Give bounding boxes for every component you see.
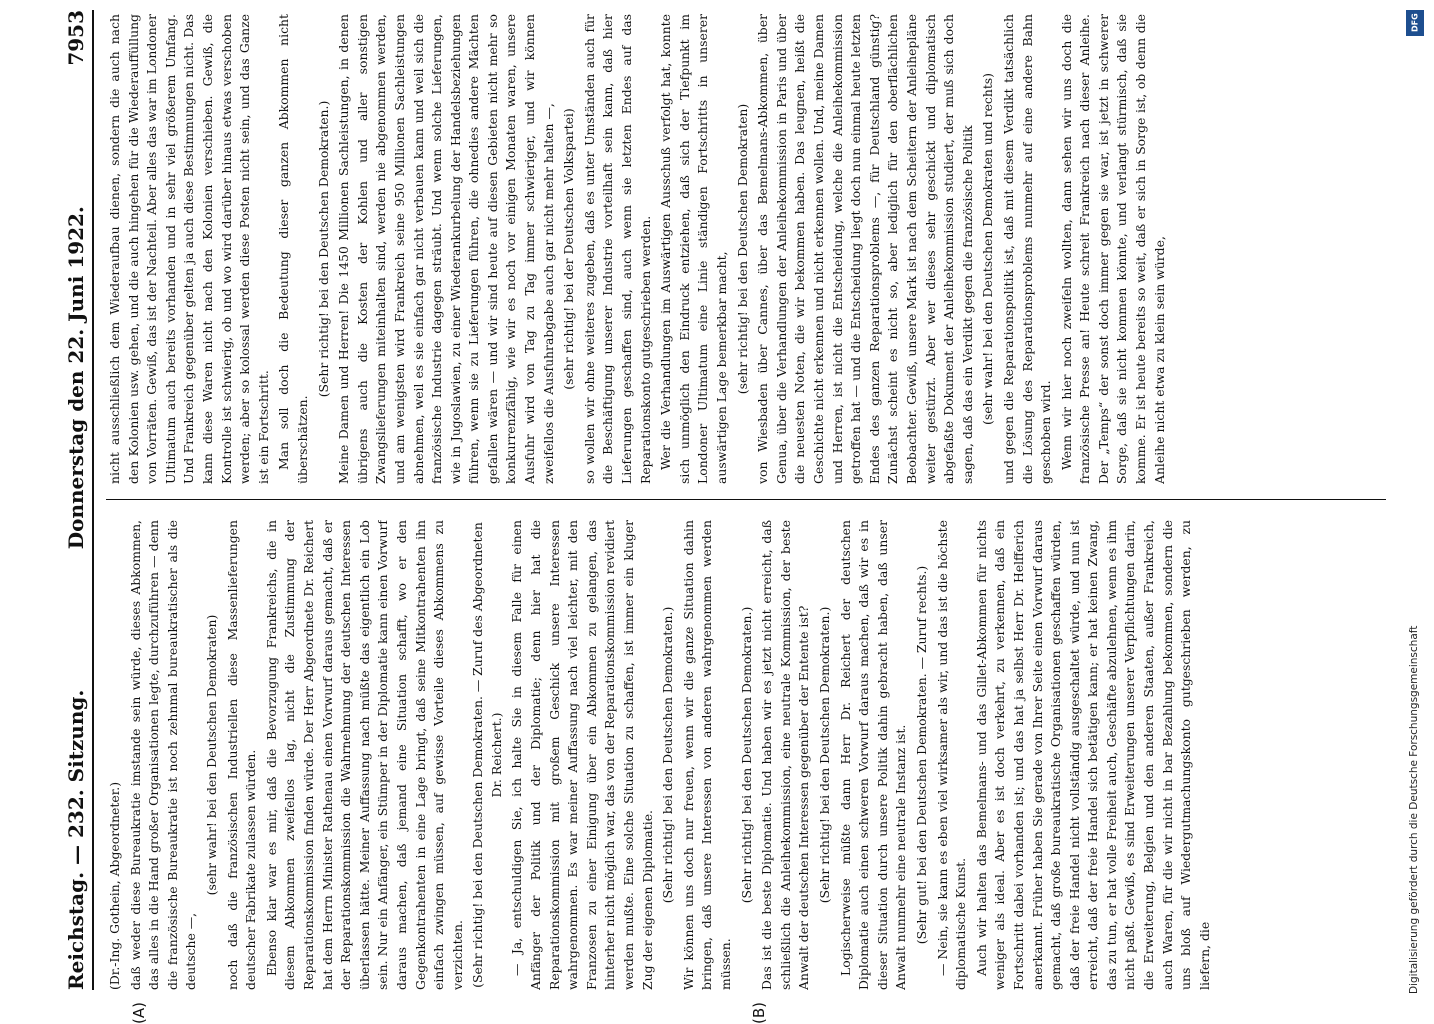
paragraph: (sehr richtig! bei der Deutschen Volkspartei) <box>561 108 577 390</box>
paragraph: Auch wir halten das Bemelmans- und das Gillet-Abkommen für nichts weniger als ideal. Aber es ist doch verkehrt, zu verkennen, daß ein Fortschritt dabei vorhanden ist; und das hat ja selbst Herr Dr. Helfferich anerkannt. Früher haben Sie gerade von Ihrer Seite einen Vorwurf daraus gemacht, daß große bureaukratische Organisationen geschaffen würden, daß der freie Handel nicht vollständig ausgeschaltet würde, und nun ist erreicht, daß der freie Handel sich betätigen kann; er hat keinen Zwang, das zu tun, er hat volle Freiheit auch, Geschäfte abzulehnen, wenn es ihm nicht paßt. Gewiß, es sind Erweiterungen unserer Verpflichtungen darin, die Erweiterung, Belgien und den anderen Staaten, außer Frankreich, auch Waren, für die wir nicht in bar Bezahlung bekommen, sondern die uns bloß auf Wiedergutmachungskonto gutgeschrieben werden, zu liefern, die <box>973 520 1212 990</box>
paragraph: noch daß die französischen Industriellen diese Massenlieferungen deutscher Fabrikate zulassen würden. <box>224 520 259 990</box>
paragraph: (Dr.-Ing. Gothein, Abgeordneter.) <box>107 781 122 990</box>
rotated-page-frame <box>60 10 1400 1024</box>
right-column <box>106 14 1386 484</box>
paragraph: Wer die Verhandlungen im Auswärtigen Ausschuß verfolgt hat, konnte sich unmöglich den Eindruck entziehen, daß sich der Tiefpunkt im Londoner Ultimatum eine Linie ständigen Fortschritts in unserer auswärtigen Lage bemerkbar macht, <box>658 14 729 484</box>
digitization-credit <box>1404 0 1430 1000</box>
paragraph: von Wiesbaden über Cannes, über das Bemelmans-Abkommen, über Genua, über die Verhandlungen der Anleihekommission in Paris und über die neuesten Noten, die wir bekommen haben. Das leugnen, heißt die Geschichte nicht erkennen und nicht erkennen wollen. Und, meine Damen und Herren, ist nicht die Entscheidung, welche die Anleihekommission getroffen hat — und die Entscheidung liegt doch nun einmal heute letzten Endes des ganzen Reparationsproblems —, für Deutschland günstig? Zunächst scheint es nicht so, aber lediglich für den oberflächlichen Beobachter. Gewiß, unsere Mark ist nach dem Scheitern der Anleihepläne weiter gestürzt. Aber wer dieses sehr geschickt und diplomatisch abgefaßte Dokument der Anleihekommission studiert, der muß sich doch sagen, daß das ein Verdikt gegen die französische Politik <box>755 14 975 484</box>
paragraph: nicht ausschließlich dem Wiederaufbau dienen, sondern die auch nach den Kolonien usw. gehen, und die auch hingehen für die Wiederauffüllung von Vorräten. Gewiß, das ist der Nachteil. Aber alles das war im Londoner Ultimatum auch bereits vorhanden und in sehr viel größerem Umfang. Und Frankreich gegenüber gelten ja auch diese Bestimmungen nicht. Das kann diese Waren nicht nach den Kolonien verschieben. Gewiß, die Kontrolle ist schwierig, ob und wo wird darüber hinaus etwas verschoben werden; aber so kolossal werden diese Posten nicht sein, und das Ganze ist ein Fortschritt. <box>107 14 271 484</box>
margin-marker-b: (B) <box>750 1002 768 1024</box>
page-number: 7953 <box>64 10 88 66</box>
paragraph: — Nein, sie kann es eben viel wirksamer als wir, und das ist die höchste diplomatische Kunst. <box>934 520 969 990</box>
paragraph: Ebenso klar war es mir, daß die Bevorzugung Frankreichs, die in diesem Abkommen zweifellos lag, nicht die Zustimmung der Reparationskommission finden würde. Der Herr Abgeordnete Dr. Reichert hat dem Herrn Minister Rathenau einen Vorwurf daraus gemacht, daß er der Reparationskommission die Wahrnehmung der deutschen Interessen überlassen hätte. Meiner Auffassung nach müßte das eigentlich ein Lob sein. Nur ein Anfänger, ein Stümper in der Diplomatie kann einen Vorwurf daraus machen, daß jemand eine Situation schafft, wo er den Gegenkontrahenten in eine Lage bringt, daß seine Mitkontrahenten ihn einfach zwingen müssen, auf gewisse Vorteile dieses Abkommens zu verzichten. <box>263 520 465 990</box>
page-header <box>60 10 94 990</box>
header-date: Donnerstag den 22. Juni 1922. <box>64 206 88 550</box>
paragraph: (sehr wahr! bei den Deutschen Demokraten) <box>203 614 219 896</box>
paragraph: (Sehr richtig! bei den Deutschen Demokraten. — Zuruf des Abgeordneten Dr. Reichert.) <box>470 522 504 988</box>
paragraph: (Sehr richtig! bei den Deutschen Demokraten.) <box>660 606 676 904</box>
paragraph: (sehr richtig! bei den Deutschen Demokraten) <box>734 103 750 395</box>
paragraph: Logischerweise müßte dann Herr Dr. Reichert der deutschen Diplomatie auch einen schweren Vorwurf daraus machen, daß wir es in dieser Situation durch unsere Politik dahin gebracht haben, daß unser Anwalt nunmehr eine neutrale Instanz ist. <box>837 520 909 990</box>
paragraph: so wollen wir ohne weiteres zugeben, daß es unter Umständen auch für die Beschäftigung unserer Industrie vorteilhaft sein kann, daß hier Lieferungen geschaffen sind, auch wenn sie letzten Endes auf das Reparationskonto gutgeschrieben werden. <box>581 14 653 484</box>
paragraph: (Sehr richtig! bei den Deutschen Demokraten.) <box>315 100 331 398</box>
column-divider <box>106 499 1386 500</box>
left-column <box>106 520 1386 990</box>
paragraph: daß weder diese Bureaukratie imstande sein würde, dieses Abkommen, das alles in die Hand großer Organisationen legte, durchzuführen — denn die französische Bureaukratie ist noch zehnmal bureaukratischer als die deutsche —, <box>127 520 199 990</box>
paragraph: Man soll doch die Bedeutung dieser ganzen Abkommen nicht überschätzen. <box>276 14 310 484</box>
margin-marker-a: (A) <box>130 1002 148 1024</box>
paragraph: Das ist die beste Diplomatie. Und haben wir es jetzt nicht erreicht, daß schließlich die Anleihekommission, eine neutrale Kommission, der beste Anwalt der deutschen Interessen gegenüber der Entente ist? <box>759 520 812 990</box>
paragraph: (sehr wahr! bei den Deutschen Demokraten und rechts) <box>980 73 996 425</box>
header-title: Reichstag. — 232. Sitzung. <box>64 689 88 990</box>
paragraph: Wir können uns doch nur freuen, wenn wir die ganze Situation dahin bringen, daß unsere Interessen von anderen wahrgenommen werden müssen. <box>680 520 733 990</box>
paragraph: (Sehr gut! bei den Deutschen Demokraten. — Zuruf rechts.) <box>913 565 929 945</box>
paragraph: Wenn wir hier noch zweifeln wollten, dann sehen wir uns doch die französische Presse an! Heute schreit Frankreich nach dieser Anleihe. Der „Temps“ der sonst doch immer gegen sie war, ist jetzt in schwerer Sorge, daß sie nicht kommen könnte, und verlangt stürmisch, daß sie komme. Er ist heute bereits so weit, daß er sich in Sorge ist, ob denn die Anleihe nicht etwa zu klein sein würde, <box>1058 14 1167 484</box>
paragraph: (Sehr richtig! bei den Deutschen Demokraten.) <box>738 606 754 904</box>
paragraph: und gegen die Reparationspolitik ist, daß mit diesem Verdikt tatsächlich die Lösung des Reparationsproblems nunmehr auf eine andere Bahn geschoben wird. <box>1000 14 1054 484</box>
paragraph: Meine Damen und Herren! Die 1450 Millionen Sachleistungen, in denen übrigens auch die Kosten der Kohlen und aller sonstigen Zwangslieferungen miteinhalten sind, werden nie abgenommen werden, und am wenigsten wird Frankreich seine 950 Millionen Sachleistungen abnehmen, weil es sie einfach gar nicht verbauen kann und weil sich die französische Industrie dagegen sträubt. Und wenn solche Lieferungen, wie in Jugoslawien, zu einer Wiederankurbelung der Handelsbeziehungen führen, wenn sie zu Lieferungen führen, die ohnedies andere Mächten gefallen wären — und wir sind heute auf diesen Gebieten nicht mehr so konkurrenzfähig, wie wir es noch vor einigen Monaten waren, unsere Ausfuhr wird von Tag zu Tag immer schwieriger, und wir können zweifellos die Ausfuhrabgabe auch gar nicht mehr halten —, <box>336 14 556 484</box>
dfg-logo: DFG <box>1406 10 1424 36</box>
paragraph: — Ja, entschuldigen Sie, ich halte Sie in diesem Falle für einen Anfänger der Politik und der Diplomatie; denn hier hat die Reparationskommission mit großem Geschick unsere Interessen wahrgenommen. Es war meiner Auffassung nach viel leichter, mit den Franzosen zu einer Einigung über ein Abkommen zu gelangen, das hinterher nicht möglich war, das von der Reparationskommission revidiert werden mußte. Eine solche Situation zu schaffen, ist immer ein kluger Zug der eigenen Diplomatie. <box>509 520 655 990</box>
paragraph: (Sehr richtig! bei den Deutschen Demokraten.) <box>816 606 832 904</box>
credit-text: Digitalisierung gefördert durch die Deutsche Forschungsgemeinschaft <box>1408 625 1420 994</box>
scanned-page <box>60 10 1400 1024</box>
